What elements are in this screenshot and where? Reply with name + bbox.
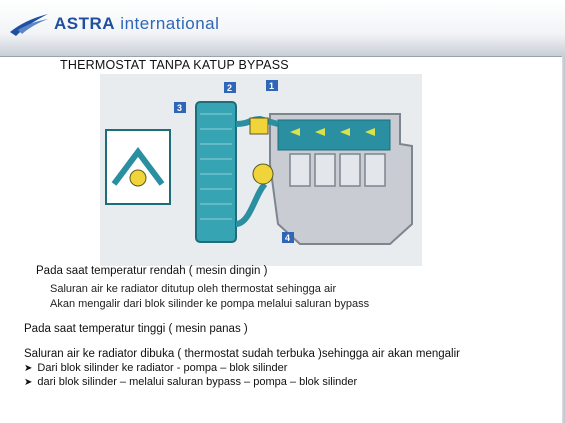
radiator	[196, 102, 236, 242]
list-item-text: Dari blok silinder ke radiator - pompa – blok silinder	[37, 362, 288, 374]
thermostat-inset	[106, 130, 170, 204]
piston-2	[315, 154, 335, 186]
slide-title: THERMOSTAT TANPA KATUP BYPASS	[60, 58, 289, 72]
list-item	[24, 362, 287, 374]
piston-4	[365, 154, 385, 186]
piston-3	[340, 154, 360, 186]
brand-bold: ASTRA	[54, 14, 116, 33]
water-pump	[253, 164, 273, 184]
low-temp-line-1: Saluran air ke radiator ditutup oleh thermostat sehingga air	[50, 283, 337, 295]
thermostat-diagram	[100, 74, 422, 266]
low-temp-heading: Pada saat temperatur rendah ( mesin dingin )	[36, 265, 268, 277]
svg-text:4: 4	[285, 233, 291, 243]
high-temp-heading: Pada saat temperatur tinggi ( mesin panas )	[24, 323, 248, 335]
slide-header	[0, 0, 565, 57]
arrowhead-bullet-icon: ➤	[24, 363, 33, 374]
list-item-text: dari blok silinder – melalui saluran bypass – pompa – blok silinder	[37, 376, 358, 388]
low-temp-line-2: Akan mengalir dari blok silinder ke pompa melalui saluran bypass	[50, 298, 370, 310]
arrowhead-bullet-icon: ➤	[24, 377, 33, 388]
lower-hose	[236, 184, 265, 224]
brand-light: international	[115, 14, 220, 33]
piston-1	[290, 154, 310, 186]
astra-logo	[8, 9, 219, 39]
cooling-system-illustration	[100, 74, 422, 266]
astra-swoosh-icon	[8, 10, 50, 38]
svg-text:1: 1	[269, 81, 275, 91]
high-temp-subheading: Saluran air ke radiator dibuka ( thermostat sudah terbuka )sehingga air akan mengalir	[24, 348, 460, 360]
list-item	[24, 376, 357, 388]
svg-text:3: 3	[177, 103, 183, 113]
brand-name	[54, 14, 219, 34]
thermostat	[250, 118, 268, 134]
svg-text:2: 2	[227, 83, 233, 93]
